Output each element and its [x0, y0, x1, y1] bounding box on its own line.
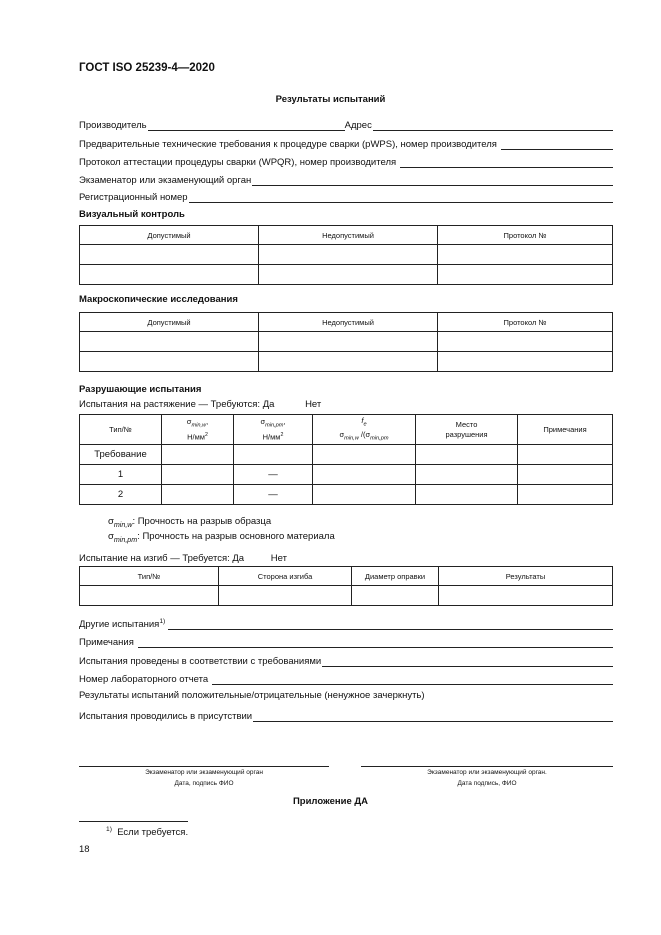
tensile-header-sigma-pm: $\sigma_{min,pm}$, $Н/мм^2$ — [234, 415, 313, 445]
manufacturer-field[interactable] — [148, 120, 345, 131]
table-cell[interactable] — [234, 445, 313, 465]
address-label: Адрес — [344, 120, 372, 131]
table-row — [80, 265, 613, 285]
report-row — [79, 671, 613, 685]
tensile-yes-text[interactable]: Испытания на растяжение — Требуются: Да — [79, 399, 275, 410]
table-cell: — — [234, 465, 313, 485]
examiner-label: Экзаменатор или экзаменующий орган — [79, 175, 252, 186]
manufacturer-label: Производитель — [79, 120, 147, 131]
table-cell[interactable] — [518, 485, 613, 505]
according-row — [79, 653, 613, 667]
tensile-required-label — [79, 399, 321, 410]
table-row — [80, 586, 613, 606]
tensile-no-text[interactable]: Нет — [305, 399, 322, 410]
pwps-row — [79, 136, 613, 150]
other-tests-label: Другие испытания$^{1)}$ — [79, 617, 166, 630]
visual-header-unacceptable: Недопустимый — [259, 226, 438, 245]
pwps-label: Предварительные технические требования к процедуре сварки (pWPS), номер производителя — [79, 139, 497, 150]
table-cell[interactable] — [259, 265, 438, 285]
according-field[interactable] — [322, 656, 613, 667]
other-tests-field[interactable] — [168, 619, 613, 630]
tensile-row-type: Требование — [80, 445, 162, 465]
table-cell[interactable] — [352, 586, 439, 606]
notes-label: Примечания — [79, 637, 134, 648]
presence-label: Испытания проводились в присутствии — [79, 711, 253, 722]
tensile-table — [79, 414, 613, 505]
reg-number-label: Регистрационный номер — [79, 192, 188, 203]
table-cell[interactable] — [259, 245, 438, 265]
standard-header: ГОСТ ISO 25239-4—2020 — [79, 62, 215, 74]
presence-field[interactable] — [253, 711, 613, 722]
table-cell[interactable] — [162, 485, 234, 505]
footnote: $^{1)}$ Если требуется. — [106, 826, 189, 839]
examiner-row — [79, 172, 613, 186]
table-cell[interactable] — [162, 445, 234, 465]
table-row — [80, 332, 613, 352]
table-row — [80, 352, 613, 372]
macro-header-protocol: Протокол № — [438, 313, 613, 332]
wpqr-row — [79, 154, 613, 168]
report-label: Номер лабораторного отчета — [79, 674, 209, 685]
macro-section-title: Макроскопические исследования — [79, 294, 238, 305]
pwps-field[interactable] — [501, 139, 613, 150]
visual-header-acceptable: Допустимый — [80, 226, 259, 245]
macro-table — [79, 312, 613, 372]
destructive-section-title: Разрушающие испытания — [79, 384, 202, 395]
reg-number-row — [79, 189, 613, 203]
appendix-title: Приложение ДА — [292, 796, 369, 807]
table-row — [80, 245, 613, 265]
table-cell[interactable] — [416, 485, 518, 505]
bend-header-type: Тип/№ — [80, 567, 219, 586]
table-cell[interactable] — [438, 265, 613, 285]
manufacturer-row — [79, 117, 613, 131]
visual-section-title: Визуальный контроль — [79, 209, 185, 220]
according-label: Испытания проведены в соответствии с требованиями — [79, 656, 322, 667]
address-field[interactable] — [373, 120, 613, 131]
other-tests-row — [79, 616, 613, 630]
legend-sigma-pm: $\sigma_{min,pm}$: Прочность на разрыв основного материала — [108, 530, 335, 544]
visual-header-protocol: Протокол № — [438, 226, 613, 245]
table-cell[interactable] — [162, 465, 234, 485]
table-cell[interactable] — [438, 352, 613, 372]
macro-header-unacceptable: Недопустимый — [259, 313, 438, 332]
table-cell[interactable] — [313, 465, 416, 485]
results-statement: Результаты испытаний положительные/отрицательные (ненужное зачеркнуть) — [79, 690, 425, 701]
table-cell[interactable] — [313, 485, 416, 505]
table-cell[interactable] — [313, 445, 416, 465]
bend-required-label — [79, 553, 287, 564]
tensile-header-place: Место разрушения — [416, 415, 518, 445]
sigma-legend — [108, 516, 335, 546]
bend-no-text[interactable]: Нет — [270, 553, 287, 564]
tensile-header-sigma-w: $\sigma_{min,w}$, $Н/мм^2$ — [162, 415, 234, 445]
table-cell[interactable] — [80, 245, 259, 265]
page-number: 18 — [79, 844, 90, 855]
page-title: Результаты испытаний — [275, 94, 386, 105]
table-cell[interactable] — [219, 586, 352, 606]
table-cell[interactable] — [80, 332, 259, 352]
table-cell[interactable] — [80, 586, 219, 606]
wpqr-field[interactable] — [400, 157, 613, 168]
table-cell[interactable] — [80, 265, 259, 285]
bend-yes-text[interactable]: Испытание на изгиб — Требуется: Да — [79, 553, 245, 564]
table-cell[interactable] — [518, 445, 613, 465]
table-row — [80, 445, 613, 465]
table-cell[interactable] — [259, 332, 438, 352]
visual-table — [79, 225, 613, 285]
tensile-row-type: 2 — [80, 485, 162, 505]
macro-header-acceptable: Допустимый — [80, 313, 259, 332]
table-row — [80, 465, 613, 485]
footnote-divider — [79, 821, 188, 822]
table-row — [80, 485, 613, 505]
table-cell[interactable] — [438, 332, 613, 352]
table-cell[interactable] — [416, 445, 518, 465]
bend-table — [79, 566, 613, 606]
legend-sigma-w: $\sigma_{min,w}$: Прочность на разрыв образца — [108, 516, 272, 529]
tensile-header-type: Тип/№ — [80, 415, 162, 445]
table-cell[interactable] — [438, 245, 613, 265]
report-field[interactable] — [212, 674, 613, 685]
left-signature-caption: Экзаменатор или экзаменующий орган Дата, подпись ФИО — [145, 769, 263, 787]
wpqr-label: Протокол аттестации процедуры сварки (WPQR), номер производителя — [79, 157, 397, 168]
table-cell[interactable] — [439, 586, 613, 606]
presence-row — [79, 708, 613, 722]
table-cell[interactable] — [518, 465, 613, 485]
tensile-header-fe: $f_e$ $\sigma_{min,w}$ $/(\sigma_{min,pm}$ — [313, 415, 416, 445]
bend-header-results: Результаты — [439, 567, 613, 586]
tensile-header-notes: Примечания — [518, 415, 613, 445]
table-cell[interactable] — [259, 352, 438, 372]
examiner-field[interactable] — [252, 175, 613, 186]
right-signature-caption: Экзаменатор или экзаменующий орган. Дата подпись, ФИО — [427, 769, 547, 787]
notes-field[interactable] — [138, 637, 613, 648]
table-cell[interactable] — [80, 352, 259, 372]
table-cell: — — [234, 485, 313, 505]
reg-number-field[interactable] — [189, 192, 613, 203]
table-cell[interactable] — [416, 465, 518, 485]
bend-header-side: Сторона изгиба — [219, 567, 352, 586]
tensile-row-type: 1 — [80, 465, 162, 485]
notes-row — [79, 634, 613, 648]
bend-header-diameter: Диаметр оправки — [352, 567, 439, 586]
